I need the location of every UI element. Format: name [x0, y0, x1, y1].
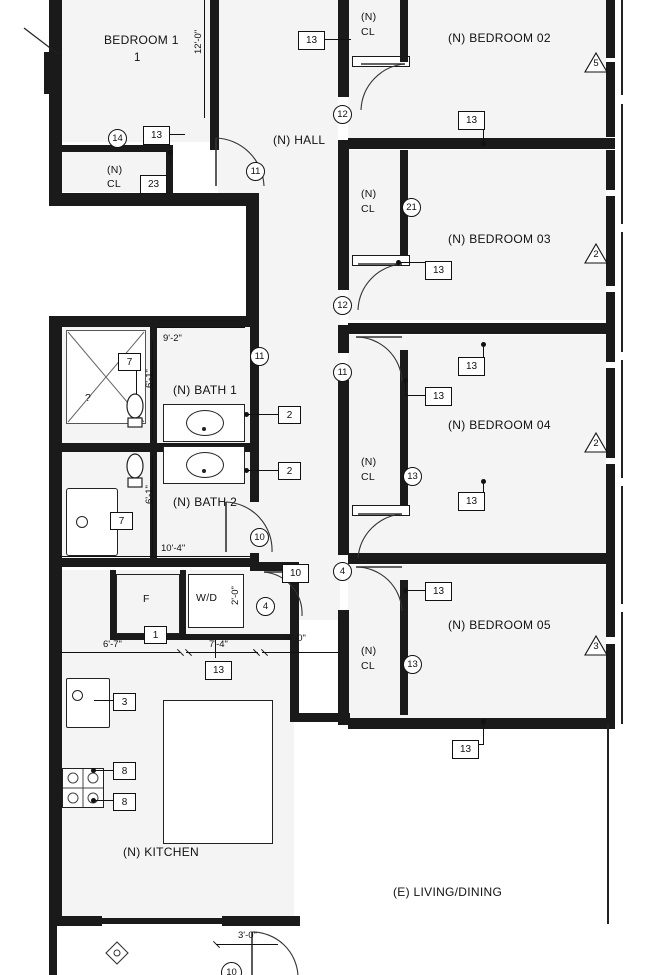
- label-cl-b05-line1: (N): [361, 645, 377, 657]
- label-bedroom1-number: 1: [134, 52, 141, 64]
- leader-dot-k3: [168, 150, 173, 155]
- revision-tag-5[interactable]: [584, 52, 608, 73]
- leader-k20: [483, 722, 484, 744]
- label-hall: (N) HALL: [273, 133, 326, 147]
- dim-line-10-4: [60, 556, 250, 557]
- door-swing-bedroom04-closet: [352, 512, 408, 564]
- label-bedroom04: (N) BEDROOM 04: [448, 418, 551, 432]
- dim-3-0: 3'-0": [238, 930, 257, 941]
- leader-dot-k9: [403, 378, 408, 383]
- fixture-sink-drain-1: [202, 427, 206, 431]
- leader-dot-k16: [403, 588, 408, 593]
- keynote-2-b[interactable]: 2: [278, 462, 301, 480]
- bubble-11-b[interactable]: 11: [250, 347, 269, 366]
- bubble-10[interactable]: 10: [250, 528, 269, 547]
- line-exterior-right-5: [621, 486, 623, 604]
- wall-corr-right-1: [338, 0, 349, 97]
- leader-dot-k19: [91, 798, 96, 803]
- leader-k19: [95, 800, 115, 801]
- label-bedroom02: (N) BEDROOM 02: [448, 31, 551, 45]
- wall-hall-left-jog: [246, 193, 259, 323]
- revision-tag-3-label: 3: [593, 641, 599, 652]
- revision-tag-2-a[interactable]: [584, 243, 608, 264]
- fixture-kitchen-island: [163, 700, 273, 844]
- symbol-diamond: [104, 940, 130, 966]
- wall-b03-b04: [348, 323, 615, 334]
- keynote-13-e[interactable]: 13: [458, 357, 485, 376]
- door-swing-entry: [248, 930, 308, 975]
- bubble-4-b[interactable]: 4: [256, 597, 275, 616]
- line-exterior-right-7: [607, 724, 609, 924]
- wall-corr-right-5: [338, 610, 349, 725]
- label-cl-b04-line2: CL: [361, 471, 376, 483]
- label-cl-b03-line1: (N): [361, 188, 377, 200]
- leader-dot-k12: [481, 479, 486, 484]
- keynote-13-g[interactable]: 13: [458, 492, 485, 511]
- keynote-7-a[interactable]: 7: [118, 353, 141, 371]
- bubble-12-b[interactable]: 12: [333, 296, 352, 315]
- fixture-kitchen-sink-drain: [72, 690, 83, 701]
- bubble-bottom: 10: [221, 962, 242, 975]
- label-cl-b02-line1: (N): [361, 11, 377, 23]
- label-cl-b03-line2: CL: [361, 203, 376, 215]
- door-swing-bedroom05: [352, 565, 408, 617]
- appliance-washer-dryer-label: W/D: [196, 592, 218, 604]
- bubble-14[interactable]: 14: [108, 129, 127, 148]
- leader-k18: [95, 770, 115, 771]
- keynote-2-a[interactable]: 2: [278, 406, 301, 424]
- line-exterior-right-4: [621, 360, 623, 478]
- label-cl-b1-line1: (N): [107, 164, 123, 176]
- fixture-sink-bath2: [186, 452, 224, 478]
- wall-exterior-stub: [44, 52, 50, 94]
- wall-right-8: [606, 562, 615, 637]
- leader-dot-k18: [91, 768, 96, 773]
- leader-k5: [400, 262, 426, 263]
- keynote-13-j[interactable]: 13: [452, 740, 479, 759]
- revision-tag-5-label: 5: [593, 58, 599, 69]
- bubble-4-a[interactable]: 4: [333, 562, 352, 581]
- dim-6-7: 6'-7": [103, 639, 122, 650]
- keynote-13-i[interactable]: 13: [425, 582, 452, 601]
- wall-right-3: [606, 150, 615, 190]
- dim-line-12-0: [204, 0, 205, 118]
- label-bedroom03: (N) BEDROOM 03: [448, 232, 551, 246]
- label-question-mark: ?: [85, 392, 92, 404]
- dim-6-1-b: 6'-1": [144, 485, 155, 504]
- fixture-tub-drain: [76, 516, 88, 528]
- keynote-10[interactable]: 10: [282, 564, 309, 583]
- wall-left-lower: [49, 316, 62, 926]
- line-exterior-right-2: [621, 104, 623, 224]
- fixture-sink-drain-2: [202, 469, 206, 473]
- keynote-13-f[interactable]: 13: [425, 387, 452, 406]
- keynote-23[interactable]: 23: [140, 175, 167, 194]
- revision-tag-3[interactable]: [584, 635, 608, 656]
- door-swing-hall-b04: [352, 335, 408, 387]
- keynote-13-a[interactable]: 13: [298, 31, 325, 50]
- dim-line-6-7: [60, 652, 180, 653]
- fixture-sink-bath1: [186, 410, 224, 436]
- label-living-dining: (E) LIVING/DINING: [393, 885, 503, 899]
- leader-dot-k5: [396, 260, 401, 265]
- line-exterior-right-3: [621, 232, 623, 352]
- label-bath1: (N) BATH 1: [173, 383, 238, 397]
- label-cl-b05-line2: CL: [361, 660, 376, 672]
- bubble-11-a[interactable]: 11: [246, 162, 265, 181]
- revision-tag-2-b[interactable]: [584, 432, 608, 453]
- dim-7-4: 7'-4": [209, 639, 228, 650]
- bubble-13-a[interactable]: 13: [403, 467, 422, 486]
- dim-line-7-4: [186, 652, 258, 653]
- label-bedroom1: BEDROOM 1: [104, 33, 179, 47]
- bubble-21[interactable]: 21: [402, 198, 421, 217]
- dim-4-0: 4'-0": [287, 633, 306, 644]
- keynote-13-d[interactable]: 13: [425, 261, 452, 280]
- keynote-1[interactable]: 1: [144, 626, 167, 644]
- wall-bottom-2: [102, 918, 222, 924]
- line-exterior-right-1: [621, 0, 623, 95]
- leader-dot-k7: [244, 412, 249, 417]
- leader-dot-k8: [481, 342, 486, 347]
- leader-k16: [405, 590, 427, 591]
- leader-k17: [94, 700, 114, 701]
- bubble-11-c[interactable]: 11: [333, 363, 352, 382]
- revision-tag-2-b-label: 2: [593, 438, 599, 449]
- wall-right-1: [606, 0, 615, 58]
- leader-k9b: [405, 395, 427, 396]
- wall-kitchen-living: [290, 713, 350, 722]
- keynote-8-a[interactable]: 8: [113, 762, 136, 780]
- dim-6-1-a: 6'-1": [144, 369, 155, 388]
- wall-right-2: [606, 62, 615, 137]
- keynote-8-b[interactable]: 8: [113, 793, 136, 811]
- dim-10-4: 10'-4": [161, 543, 186, 554]
- fixture-kitchen-sink: [66, 678, 110, 728]
- dim-line-3-0: [216, 944, 278, 945]
- dim-2-0: 2'-0": [230, 586, 241, 605]
- appliance-fridge-label: F: [143, 593, 150, 605]
- label-bath2: (N) BATH 2: [173, 495, 238, 509]
- wall-corr-right-4: [338, 380, 349, 555]
- bubble-12-a[interactable]: 12: [333, 105, 352, 124]
- label-cl-b02-line2: CL: [361, 26, 376, 38]
- fixture-range: [62, 768, 104, 808]
- fixture-toilet-bath2: [124, 452, 146, 500]
- dim-line-6-1-a: [152, 340, 153, 440]
- fixture-toilet-bath1: [124, 390, 146, 438]
- keynote-7-b[interactable]: 7: [110, 512, 133, 530]
- dim-line-9-2: [157, 327, 245, 328]
- dim-line-4-0: [262, 652, 340, 653]
- wall-right-7: [606, 464, 615, 556]
- leader-k7: [248, 414, 278, 415]
- label-cl-b1-line2: CL: [107, 178, 122, 190]
- leader-k10: [248, 470, 278, 471]
- wall-right-9: [606, 644, 615, 724]
- wall-right-4: [606, 196, 615, 286]
- leader-dot-k2: [481, 141, 486, 146]
- bubble-13-b[interactable]: 13: [403, 655, 422, 674]
- leader-dot-k20: [481, 719, 486, 724]
- dim-12-0: 12'-0": [193, 29, 204, 54]
- label-cl-b04-line1: (N): [361, 456, 377, 468]
- dim-9-2: 9'-2": [163, 333, 182, 344]
- wall-laundry-left: [180, 570, 186, 640]
- door-swing-bedroom03: [352, 262, 408, 318]
- wall-laundry-bottom: [180, 634, 295, 640]
- wall-cl-b02-right: [400, 0, 408, 62]
- wall-bottom-1: [49, 916, 102, 926]
- label-bedroom05: (N) BEDROOM 05: [448, 618, 551, 632]
- wall-corr-right-2: [338, 140, 349, 290]
- leader-dot-k10: [244, 468, 249, 473]
- keynote-13-b[interactable]: 13: [458, 111, 485, 130]
- keynote-3[interactable]: 3: [113, 693, 136, 711]
- wall-bedroom1-bottom: [49, 193, 259, 206]
- door-swing-bedroom02: [355, 62, 411, 118]
- line-exterior-right-6: [621, 612, 623, 724]
- wall-bottom-3: [222, 916, 300, 926]
- revision-tag-2-a-label: 2: [593, 249, 599, 260]
- label-kitchen: (N) KITCHEN: [123, 845, 199, 859]
- wall-bedroom1-right: [210, 0, 219, 150]
- dim-line-6-1-b: [152, 455, 153, 555]
- room-fill-bedroom1: [62, 0, 210, 142]
- leader-k1: [323, 39, 351, 40]
- keynote-13-h[interactable]: 13: [205, 661, 232, 680]
- wall-bottom-left-return: [49, 926, 57, 975]
- keynote-13-c[interactable]: 13: [143, 126, 170, 145]
